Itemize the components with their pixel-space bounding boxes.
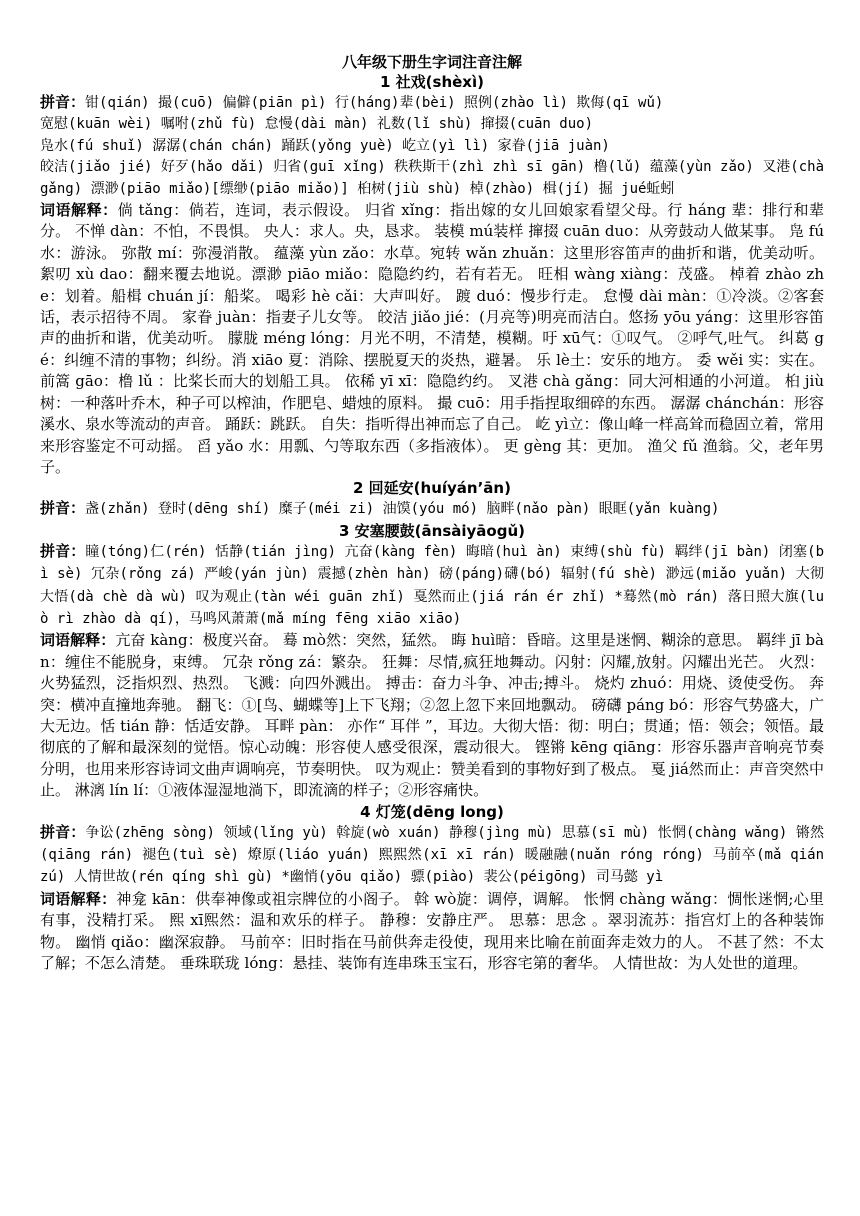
section-heading-1: 1 社戏(shèxì): [380, 73, 484, 91]
pinyin-line: 瞳(tóng)仁(rén) 恬静(tián jìng) 亢奋(kàng fèn) 晦暗(huì àn) 束缚(shù fù) 羁绊(jī bàn) 闭塞(bì sè) 冗杂(rǒng zá) 严峻(yán jùn) 震撼(zhèn hàn) 磅(páng)礴(bó) 辐射(fú shè) 渺远(miǎo yuǎn) 大彻大悟(dà chè dà wù) 叹为观止(tàn wéi guān zhǐ) 戛然而止(jiá rán ér zhǐ) *蓦然(mò rán) 落日照大旗(luò rì zhào dà qí)，马鸣风萧萧(mǎ míng fēng xiāo xiāo): [40, 543, 824, 627]
section-heading-3: 3 安塞腰鼓(ānsàiyāogǔ): [339, 521, 525, 540]
terms-block-4: [40, 889, 824, 975]
section-heading-2: 2 回延安(huíyán’ān): [353, 479, 511, 498]
pinyin-block-3: [40, 541, 824, 631]
pinyin-line: 钳(qián) 撮(cuō) 偏僻(piān pì) 行(háng)辈(bèi) 照例(zhào lì) 欺侮(qī wǔ): [85, 95, 664, 111]
pinyin-label: 拼音：: [40, 541, 86, 560]
pinyin-line: 宽慰(kuān wèi) 嘱咐(zhǔ fù) 怠慢(dài màn) 礼数(lǐ shù) 撺掇(cuān duo): [40, 116, 594, 133]
pinyin-line: 盏(zhǎn) 登时(dēng shí) 糜子(méi zi) 油馍(yóu mó) 脑畔(nǎo pàn) 眼眶(yǎn kuàng): [85, 501, 720, 518]
terms-block-1: [40, 200, 824, 478]
terms-label: 词语解释：: [40, 889, 117, 908]
pinyin-block-1: [40, 92, 824, 114]
pinyin-block-4: [40, 822, 824, 889]
pinyin-line: 凫水(fú shuǐ) 潺潺(chán chán) 踊跃(yǒng yuè) 屹立(yì lì) 家眷(jiā juàn): [40, 137, 610, 154]
document-page: [40, 52, 824, 974]
pinyin-label: 拼音：: [40, 499, 86, 518]
terms-text: 倘 tǎng：倘若，连词，表示假设。 归省 xǐng：指出嫁的女儿回娘家看望父母。行 háng 辈：排行和辈分。 不惮 dàn：不怕，不畏惧。 央人：求人。央，恳求。 装模 mú装样 撺掇 cuān duo：从旁鼓动人做某事。 凫 fú水：游泳。 弥散 mí：弥漫消散。 蕴藻 yùn zǎo：水草。宛转 wǎn zhuǎn：这里形容笛声的曲折和谐，优美动听。 絮叨 xù dao：翻来覆去地说。漂渺 piāo miǎo：隐隐约约，若有若无。 旺相 wàng xiàng：茂盛。 棹着 zhào zhe：划着。船楫 chuán jí：船桨。 喝彩 hè cǎi：大声叫好。 踱 duó：慢步行走。 怠慢 dài màn：①冷淡。②客套话，表示招待不周。 家眷 juàn：指妻子儿女等。 皎洁 jiǎo jié：(月亮等)明亮而洁白。悠扬 yōu yáng：这里形容笛声的曲折和谐，优美动听。 朦胧 méng lóng：月光不明，不清楚，模糊。吁 xū气：①叹气。 ②呼气,吐气。 纠葛 gé：纠缠不清的事物；纠纷。消 xiāo 夏：消除、摆脱夏天的炎热，避暑。 乐 lè土：安乐的地方。 委 wěi 实：实在。前篙 gāo：橹 lǔ ：比桨长而大的划船工具。 依稀 yī xī：隐隐约约。 叉港 chà gǎng：同大河相通的小河道。 桕 jiù树：一种落叶乔木，种子可以榨油，作肥皂、蜡烛的原料。 撮 cuō：用手指捏取细碎的东西。 潺潺 chánchán：形容溪水、泉水等流动的声音。 踊跃：跳跃。 自失：指听得出神而忘了自己。 屹 yì立：像山峰一样高耸而稳固立着，常用来形容鉴定不可动摇。 舀 yǎo 水：用瓢、勺等取东西（多指液体）。 更 gèng 其：更加。 渔父 fǔ 渔翁。父，老年男子。: [40, 201, 824, 476]
pinyin-block-2: [40, 498, 824, 520]
section-heading-4: 4 灯笼(dēng long): [360, 802, 504, 821]
pinyin-line: 争讼(zhēng sòng) 领域(lǐng yù) 斡旋(wò xuán) 静穆(jìng mù) 思慕(sī mù) 怅惘(chàng wǎng) 锵然(qiāng rán) 褪色(tuì sè) 燎原(liáo yuán) 熙熙然(xī xī rán) 暖融融(nuǎn róng róng) 马前卒(mǎ qián zú) 人情世故(rén qíng shì gù) *幽悄(yōu qiǎo) 骠(piào) 裴公(péigōng) 司马懿 yì: [40, 824, 824, 886]
terms-label: 词语解释：: [40, 631, 116, 650]
document-title: 八年级下册生字词注音注解: [341, 53, 522, 71]
terms-block-3: [40, 630, 824, 801]
terms-text: 神龛 kān：供奉神像或祖宗牌位的小阁子。 斡 wò旋：调停，调解。 怅惘 chàng wǎng：惆怅迷惘;心里有事，没精打采。 熙 xī熙然：温和欢乐的样子。 静穆：安静庄严。 思慕：思念 。翠羽流苏：指宫灯上的各种装饰物。 幽悄 qiǎo：幽深寂静。 马前卒：旧时指在马前供奔走役使，现用来比喻在前面奔走效力的人。 不甚了然：不太了解；不怎么清楚。 垂珠联珑 lóng：悬挂、装饰有连串珠玉宝石，形容宅第的奢华。 人情世故：为人处世的道理。: [40, 889, 824, 973]
pinyin-label: 拼音：: [40, 93, 86, 111]
pinyin-label: 拼音：: [40, 822, 86, 841]
terms-label: 词语解释：: [40, 201, 118, 220]
pinyin-line: 皎洁(jiǎo jié) 好歹(hǎo dǎi) 归省(guī xǐng) 秩秩斯干(zhì zhì sī gān) 橹(lǔ) 蕴藻(yùn zǎo) 叉港(chà gǎng) 漂渺(piāo miǎo)[缥缈(piāo miǎo)] 桕树(jiù shù) 棹(zhào) 楫(jí) 掘 jué蚯蚓: [40, 159, 824, 197]
terms-text: 亢奋 kàng：极度兴奋。 蓦 mò然：突然，猛然。 晦 huì暗：昏暗。这里是迷惘、糊涂的意思。 羁绊 jī bàn：缠住不能脱身，束缚。 冗杂 rǒng zá：繁杂。 狂舞：尽情,疯狂地舞动。闪射：闪耀,放射。闪耀出光芒。 火烈：火势猛烈，泛指炽烈、热烈。 飞溅：向四外溅出。 搏击：奋力斗争、冲击;搏斗。 烧灼 zhuó：用烧、烫使受伤。 奔突：横冲直撞地奔驰。 翻飞：①[鸟、蝴蝶等]上下飞翔；②忽上忽下来回地飘动。 磅礴 páng bó：形容气势盛大，广大无边。恬 tián 静：恬适安静。 耳畔 pàn： 亦作“ 耳伴 ”，耳边。大彻大悟：彻：明白；贯通；悟：领会；领悟。最彻底的了解和最深刻的觉悟。惊心动魄：形容使人感受很深，震动很大。 铿锵 kēng qiāng：形容乐器声音响亮节奏分明，也用来形容诗词文曲声调响亮，节奏明快。 叹为观止：赞美看到的事物好到了极点。 戛 jiá然而止：声音突然中止。 淋漓 lín lí：①液体湿湿地淌下，即流滴的样子；②形容痛快。: [40, 631, 824, 800]
